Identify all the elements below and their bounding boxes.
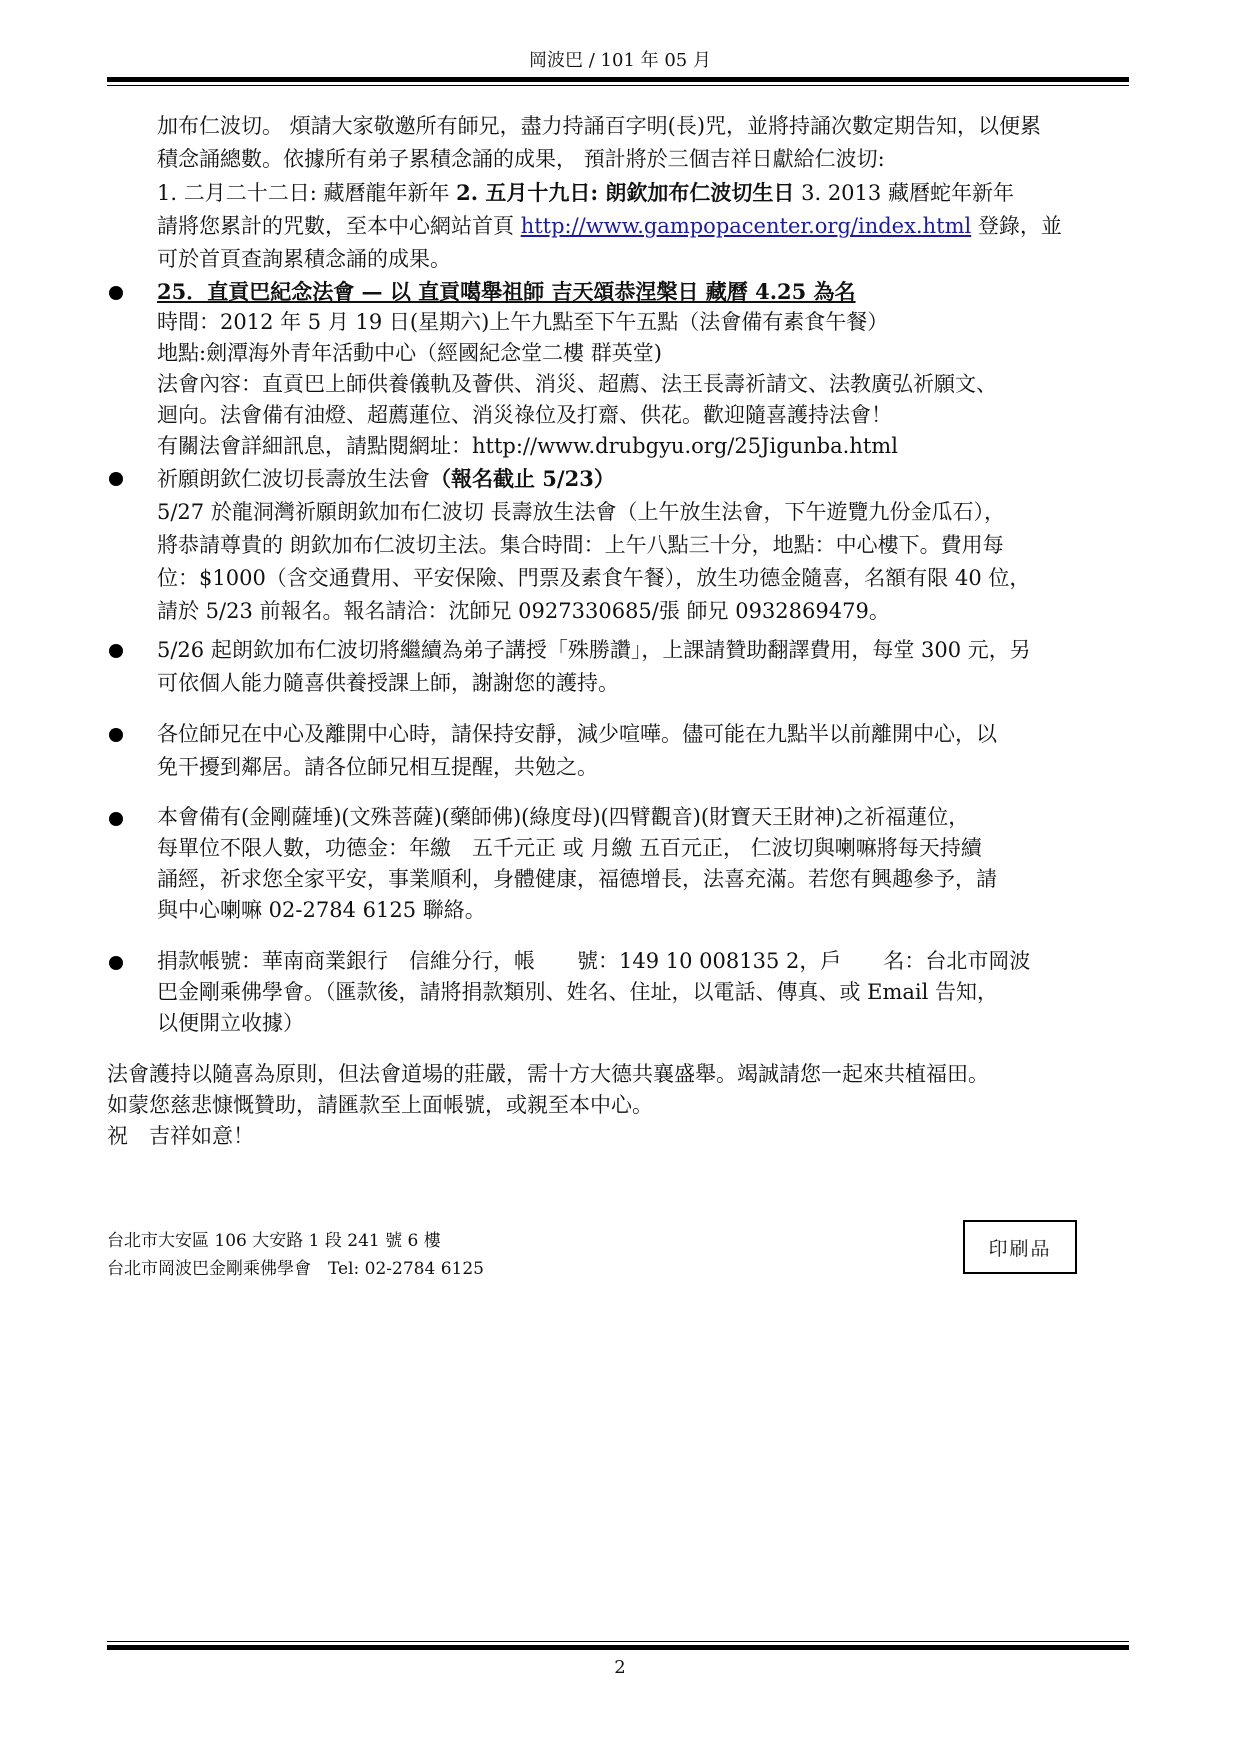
account-line: 巴金剛乘佛學會。（匯款後，請將捐款類別、姓名、住址，以電話、傳真、或 Email 告知， (157, 980, 999, 1004)
header-rule-thick (107, 77, 1129, 82)
ceremony-venue: 地點:劍潭海外青年活動中心（經國紀念堂二樓 群英堂) (157, 341, 662, 365)
notice-line: 各位師兄在中心及離開中心時，請保持安靜，減少喧嘩。儘可能在九點半以前離開中心，以 (157, 722, 997, 746)
closing-line: 法會護持以隨喜為原則，但法會道場的莊嚴，需十方大德共襄盛舉。竭誠請您一起來共植福田。 (107, 1062, 989, 1086)
release-deadline: （報名截止 5/23） (430, 466, 615, 491)
ceremony-content: 法會內容：直貢巴上師供養儀軌及薈供、消災、超薦、法王長壽祈請文、法教廣弘祈願文、 (157, 372, 997, 396)
bullet-icon (109, 644, 123, 658)
newsletter-body (107, 110, 1162, 1152)
lotus-line: 每單位不限人數，功德金：年繳 五千元正 或 月繳 五百元正， 仁波切與喇嘛將每天持續 (157, 836, 982, 860)
footer-org: 台北市岡波巴金剛乘佛學會 Tel: 02-2784 6125 (107, 1259, 484, 1279)
list-item-teaching (107, 634, 1162, 700)
footer-rule-thick (107, 1645, 1129, 1650)
release-title-text: 祈願朗欽仁波切長壽放生法會 (157, 467, 430, 491)
footer-rule-thin (107, 1641, 1129, 1642)
bullet-icon (109, 472, 123, 486)
teaching-line: 可依個人能力隨喜供養授課上師，謝謝您的護持。 (157, 671, 619, 695)
lotus-line: 本會備有(金剛薩埵)(文殊菩薩)(藥師佛)(綠度母)(四臂觀音)(財寶天王財神)之祈福蓮位， (157, 805, 970, 829)
ceremony-url-line: 有關法會詳細訊息，請點閱網址：http://www.drubgyu.org/25Jigunba.html (157, 434, 898, 458)
ceremony-time: 時間：2012 年 5 月 19 日(星期六)上午九點至下午五點（法會備有素食午餐） (157, 310, 889, 334)
date-1: 1. 二月二十二日: 藏曆龍年新年 (157, 181, 457, 205)
ceremony-title: 25．直貢巴紀念法會 — 以 直貢噶舉祖師 吉天頌恭涅槃日 藏曆 4.25 為名 (157, 279, 856, 304)
release-line: 位：$1000（含交通費用、平安保險、門票及素食午餐），放生功德金隨喜，名額有限 40 位， (157, 566, 1031, 590)
intro-website-line (107, 210, 1162, 243)
intro-line: 積念誦總數。依據所有弟子累積念誦的成果， 預計將於三個吉祥日獻給仁波切: (157, 147, 885, 171)
list-item-release (107, 462, 1162, 628)
intro-text: 登錄，並 (971, 214, 1062, 238)
intro-dates-line (107, 176, 1162, 210)
closing-line: 如蒙您慈悲慷慨贊助，請匯款至上面帳號，或親至本中心。 (107, 1093, 653, 1117)
list-item-donation-account (107, 946, 1162, 1039)
date-3: 3. 2013 藏曆蛇年新年 (794, 181, 1014, 205)
page-header: 岡波巴 / 101 年 05 月 (529, 50, 711, 71)
release-line: 5/27 於龍洞灣祈願朗欽加布仁波切 長壽放生法會（上午放生法會，下午遊覽九份金瓜石）， (157, 500, 1006, 524)
lotus-line: 誦經，祈求您全家平安，事業順利，身體健康，福德增長，法喜充滿。若您有興趣參予，請 (157, 867, 997, 891)
release-line: 請於 5/23 前報名。報名請洽：沈師兄 0927330685/張 師兄 0932869479。 (157, 599, 890, 623)
lotus-line: 與中心喇嘛 02-2784 6125 聯絡。 (157, 898, 486, 922)
teaching-line: 5/26 起朗欽加布仁波切將繼續為弟子講授「殊勝讚」，上課請贊助翻譯費用，每堂 300 元，另 (157, 638, 1031, 662)
release-title (157, 462, 1162, 496)
ceremony-content: 迴向。法會備有油燈、超薦蓮位、消災祿位及打齋、供花。歡迎隨喜護持法會！ (157, 403, 892, 427)
intro-text: 請將您累計的咒數，至本中心網站首頁 (157, 214, 521, 238)
account-line: 捐款帳號：華南商業銀行 信維分行，帳 號：149 10 008135 2，戶 名：台北市岡波 (157, 949, 1031, 973)
bullet-icon (109, 956, 123, 970)
intro-line: 加布仁波切。 煩請大家敬邀所有師兄，盡力持誦百字明(長)咒，並將持誦次數定期告知，以便累 (157, 114, 1042, 138)
header-rule-thin (107, 85, 1129, 86)
notice-line: 免干擾到鄰居。請各位師兄相互提醒，共勉之。 (157, 755, 598, 779)
printed-matter-stamp: 印刷品 (963, 1220, 1077, 1274)
page-number: 2 (614, 1657, 626, 1678)
website-link[interactable]: http://www.gampopacenter.org/index.html (520, 214, 972, 238)
bullet-icon (109, 728, 123, 742)
account-line: 以便開立收據） (157, 1011, 304, 1035)
bullet-icon (109, 812, 123, 826)
list-item-ceremony (107, 276, 1162, 462)
date-2-birthday: 2. 五月十九日: 朗欽加布仁波切生日 (456, 180, 795, 205)
release-line: 將恭請尊貴的 朗欽加布仁波切主法。集合時間：上午八點三十分，地點：中心樓下。費用每 (157, 533, 1004, 557)
intro-line: 可於首頁查詢累積念誦的成果。 (157, 247, 451, 271)
footer-address: 台北市大安區 106 大安路 1 段 241 號 6 樓 (107, 1231, 441, 1251)
list-item-lotus-lamps (107, 802, 1162, 926)
bullet-icon (109, 286, 123, 300)
list-item-quiet-notice (107, 718, 1162, 784)
footer-address-block (107, 1227, 484, 1283)
closing-blessing: 祝 吉祥如意！ (107, 1124, 254, 1148)
